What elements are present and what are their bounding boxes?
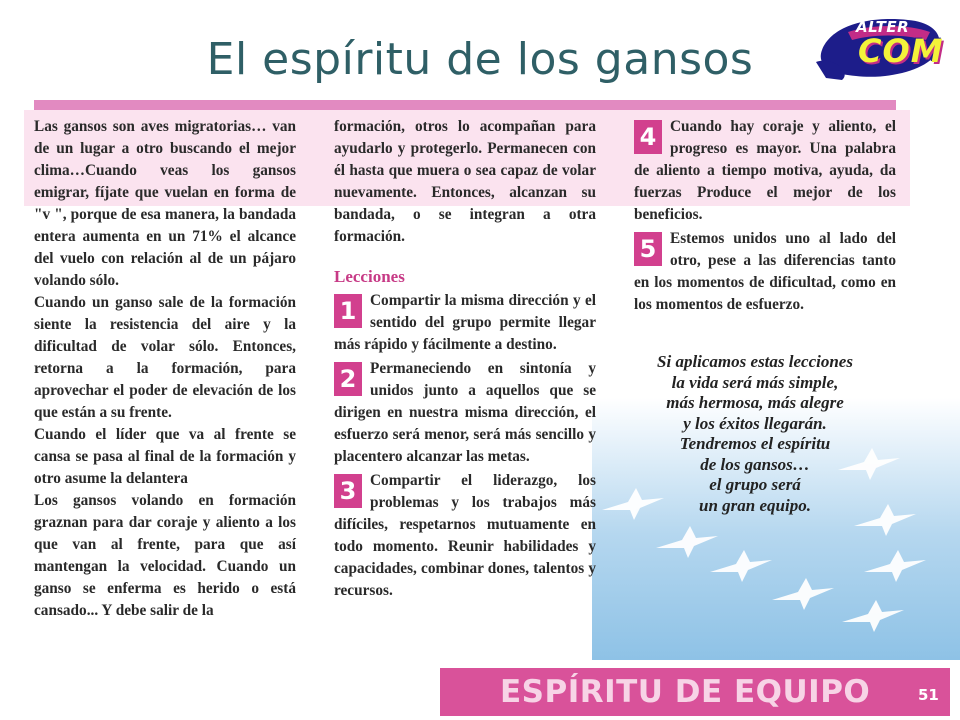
- quote-line: Tendremos el espíritu: [679, 434, 831, 453]
- lesson-text: Permaneciendo en sintonía y unidos junto a aquellos que se dirigen en nuestra misma dirección, el esfuerzo será menor, será más sencillo y placentero alcanzar las metas.: [334, 360, 596, 465]
- slide-title: El espíritu de los gansos: [206, 34, 754, 85]
- article-column-3: [634, 116, 896, 318]
- quote-line: de los gansos…: [700, 454, 810, 474]
- article-column-1: [34, 116, 296, 622]
- quote-line: la vida será más simple,: [671, 372, 839, 392]
- lessons-heading: Lecciones: [334, 267, 405, 286]
- lesson-number-badge: 2: [334, 362, 362, 396]
- quote-line: un gran equipo.: [699, 495, 811, 515]
- lesson-item: [634, 228, 896, 316]
- lesson-text: Compartir la misma dirección y el sentido del grupo permite llegar más rápido y fácilmente a destino.: [334, 292, 596, 353]
- paragraph: formación, otros lo acompañan para ayudarlo y protegerlo. Permanecen con él hasta que muera o sea capaz de volar nuevamente. Entonces, alcanzan su bandada, o se integran a otra formación.: [334, 118, 596, 245]
- paragraph: Los gansos volando en formación graznan para dar coraje y aliento a los que van al frente, para que así mantengan la velocidad. Cuando un ganso se enferma es herido o está cansado... Y debe salir de la: [34, 492, 296, 619]
- lesson-number-badge: 4: [634, 120, 662, 154]
- quote-line: y los éxitos llegarán.: [683, 413, 827, 433]
- quote-line: Si aplicamos estas lecciones: [657, 352, 853, 371]
- paragraph: Cuando un ganso sale de la formación siente la resistencia del aire y la dificultad de volar sólo. Entonces, retorna a la formación, para aprovechar el poder de elevación de los que están a su frente.: [34, 294, 296, 421]
- lesson-text: Estemos unidos uno al lado del otro, pese a las diferencias tanto en los momentos de dificultad, como en los momentos de esfuerzo.: [634, 230, 896, 313]
- quote-line: más hermosa, más alegre: [666, 393, 844, 412]
- lesson-item: [334, 290, 596, 356]
- paragraph: Las gansos son aves migratorias… van de un lugar a otro buscando el mejor clima…Cuando veas los gansos emigrar, fíjate que vuelan en forma de "v ", porque de esa manera, la bandada entera aumenta en un 71% el alcance del vuelo con relación al de un pájaro volando sólo.: [34, 118, 296, 289]
- lesson-text: Cuando hay coraje y aliento, el progreso es mayor. Una palabra de aliento a tiempo motiva, ayuda, da fuerzas Produce el mejor de los beneficios.: [634, 118, 896, 223]
- lesson-number-badge: 3: [334, 474, 362, 508]
- lesson-number-badge: 5: [634, 232, 662, 266]
- page-number: 51: [918, 686, 939, 704]
- closing-quote: [610, 352, 900, 516]
- logo-text-bottom: COM: [858, 32, 944, 70]
- lesson-item: [334, 470, 596, 602]
- lesson-text: Compartir el liderazgo, los problemas y los trabajos más difíciles, respetarnos mutuamente en todo momento. Reunir habilidades y capacidades, combinar dones, talentos y recursos.: [334, 472, 596, 599]
- lesson-item: [634, 116, 896, 226]
- logo-text-top: ALTER: [856, 18, 910, 36]
- section-footer-title: ESPÍRITU DE EQUIPO: [500, 674, 871, 710]
- lesson-item: [334, 358, 596, 468]
- paragraph: Cuando el líder que va al frente se cansa se pasa al final de la formación y otro asume la delantera: [34, 426, 296, 487]
- article-column-2: [334, 116, 596, 604]
- quote-line: el grupo será: [709, 475, 801, 494]
- altercom-logo: [812, 10, 948, 86]
- lesson-number-badge: 1: [334, 294, 362, 328]
- page-top-bar: [34, 100, 896, 110]
